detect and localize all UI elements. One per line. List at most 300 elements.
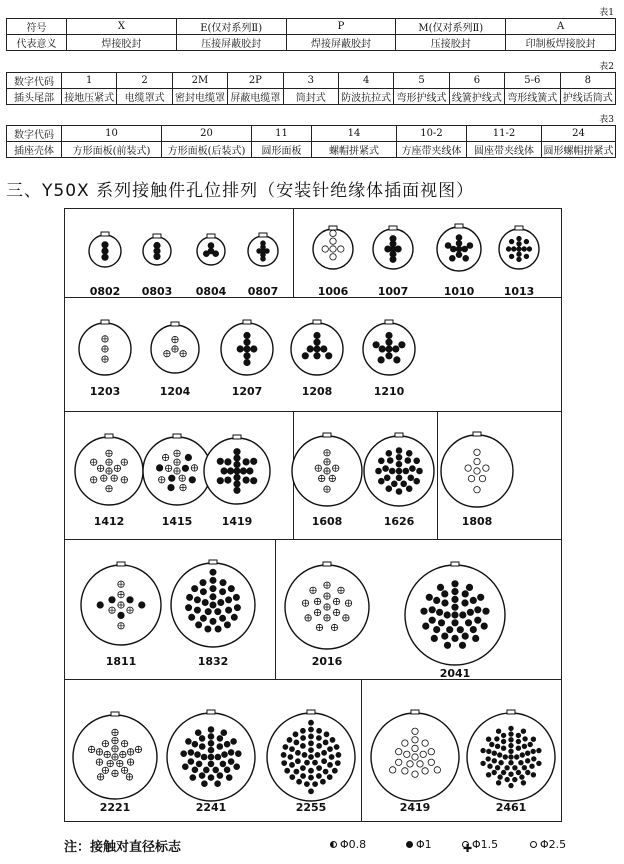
table-cell: 5 — [394, 73, 449, 89]
legend-label: Φ1.5 — [472, 838, 499, 851]
contact-pin — [501, 733, 506, 738]
contact-pin — [379, 346, 385, 352]
contact-pin — [194, 597, 200, 603]
contact-pin — [203, 767, 209, 773]
contact-pin — [516, 746, 521, 751]
contact-pin — [190, 775, 196, 781]
contact-pin — [302, 353, 308, 359]
crossed-circle-icon: ✚ — [463, 842, 473, 855]
contact-pin — [486, 773, 491, 778]
contact-pin — [201, 754, 207, 760]
layout-code: 1808 — [461, 515, 493, 528]
contact-pin — [294, 740, 299, 745]
contact-pin — [525, 759, 530, 764]
contact-pin — [509, 239, 514, 244]
contact-pin — [520, 775, 525, 780]
contact-pin — [396, 454, 402, 460]
contact-layout-grid — [64, 208, 562, 822]
contact-pin — [522, 744, 527, 749]
contact-pin — [462, 633, 468, 639]
contact-pin — [396, 489, 402, 495]
legend-label: Φ2.5 — [540, 838, 567, 851]
contact-pin — [492, 759, 497, 764]
contact-pin — [222, 752, 228, 758]
legend-item — [406, 838, 432, 851]
table-cell: 筒封式 — [283, 89, 338, 105]
contact-pin — [217, 478, 223, 484]
table-row — [7, 73, 616, 89]
contact-pin — [457, 627, 463, 633]
contact-pin — [412, 771, 418, 777]
contact-pin — [434, 767, 440, 773]
layout-code: 1208 — [301, 385, 333, 398]
contact-pin — [501, 739, 506, 744]
contact-pin — [408, 475, 414, 481]
contact-pin — [210, 594, 216, 600]
contact-pin — [225, 459, 231, 465]
contact-pin — [429, 607, 435, 613]
table-cell: 5-6 — [505, 73, 560, 89]
contact-pin — [509, 726, 514, 731]
contact-pin — [224, 767, 230, 773]
contact-pin — [244, 359, 250, 365]
connector-face — [81, 562, 161, 645]
contact-pin — [334, 745, 339, 750]
contact-pin — [200, 580, 206, 586]
contact-pin — [527, 247, 532, 252]
contact-pin — [495, 737, 500, 742]
table-row — [7, 35, 616, 51]
contact-pin — [243, 459, 249, 465]
table-cell: 弯形护线式 — [394, 89, 449, 105]
connector-face — [441, 432, 513, 507]
contact-pin — [231, 739, 237, 745]
contact-pin — [434, 626, 440, 632]
contact-pin — [228, 759, 234, 765]
contact-pin — [417, 761, 423, 767]
contact-pin — [532, 757, 537, 762]
legend-item — [330, 838, 366, 851]
legend-item — [530, 838, 566, 851]
contact-pin — [185, 454, 191, 460]
table-cell: 方座带夹线体 — [397, 142, 467, 158]
table-cell: 3 — [283, 73, 338, 89]
contact-pin — [422, 768, 428, 774]
contact-pin — [338, 246, 344, 252]
connector-face — [89, 232, 121, 267]
contact-pin — [329, 755, 334, 760]
contact-pin — [322, 246, 328, 252]
symbol-table — [6, 18, 616, 51]
legend-label: Φ0.8 — [340, 838, 367, 851]
contact-pin — [283, 745, 288, 750]
contact-pin — [220, 761, 226, 767]
contact-pin — [309, 768, 314, 773]
contact-pin — [410, 466, 416, 472]
contact-pin — [208, 243, 214, 249]
contact-pin — [509, 760, 514, 765]
contact-pin — [499, 760, 504, 765]
contact-pin — [396, 759, 402, 765]
contact-pin — [188, 750, 194, 756]
contact-pin — [208, 775, 214, 781]
contact-pin — [383, 466, 389, 472]
diameter-note: 注：接触对直径标志 — [64, 840, 182, 855]
contact-pin — [228, 750, 234, 756]
contact-pin — [444, 642, 450, 648]
contact-pin — [189, 477, 195, 483]
contact-pin — [422, 740, 428, 746]
contact-pin — [373, 342, 379, 348]
contact-pin — [221, 468, 227, 474]
contact-pin — [399, 342, 405, 348]
layout-code: 1832 — [197, 655, 229, 668]
contact-pin — [474, 487, 480, 493]
contact-pin — [210, 618, 216, 624]
contact-pin — [414, 458, 420, 464]
connector-face — [73, 712, 157, 799]
contact-pin — [391, 481, 397, 487]
contact-pin — [531, 773, 536, 778]
contact-pin — [186, 605, 192, 611]
contact-pin — [523, 737, 528, 742]
connector-face — [79, 320, 131, 375]
contact-pin — [509, 254, 514, 259]
contact-pin — [320, 779, 325, 784]
contact-pin — [186, 739, 192, 745]
contact-pin — [213, 767, 219, 773]
contact-pin — [390, 767, 396, 773]
table-cell: 11 — [252, 126, 312, 142]
contact-pin — [468, 475, 474, 481]
contact-pin — [396, 468, 402, 474]
contact-pin — [516, 739, 521, 744]
contact-pin — [531, 737, 536, 742]
contact-pin — [251, 346, 257, 352]
table-cell: 11-2 — [467, 126, 542, 142]
contact-pin — [189, 614, 195, 620]
contact-pin — [309, 741, 314, 746]
contact-pin — [234, 461, 240, 467]
contact-pin — [210, 586, 216, 592]
contact-pin — [517, 257, 522, 262]
contact-pin — [414, 478, 420, 484]
contact-pin — [479, 475, 485, 481]
contact-pin — [417, 468, 423, 474]
table-cell: 电缆罩式 — [117, 89, 172, 105]
table-cell: 防波抗拉式 — [338, 89, 393, 105]
contact-pin — [406, 486, 412, 492]
table-cell: 方形面板(前装式) — [62, 142, 162, 158]
contact-pin — [429, 617, 435, 623]
table-cell: 圆形面板 — [252, 142, 312, 158]
contact-pin — [326, 353, 332, 359]
contact-pin — [463, 255, 469, 261]
contact-pin — [221, 730, 227, 736]
layout-code: 1210 — [373, 385, 405, 398]
filled-circle-icon — [406, 841, 413, 848]
contact-pin — [317, 743, 322, 748]
contact-pin — [492, 770, 497, 775]
contact-pin — [234, 474, 240, 480]
contact-pin — [243, 477, 249, 483]
contact-pin — [330, 737, 335, 742]
connector-face — [197, 234, 225, 265]
contact-pin — [215, 781, 221, 787]
table-row — [7, 126, 616, 142]
contact-pin — [474, 468, 480, 474]
contact-pin — [240, 468, 246, 474]
contact-pin — [323, 769, 328, 774]
contact-pin — [498, 775, 503, 780]
table-cell: 插头尾部 — [7, 89, 62, 105]
contact-pin — [386, 353, 392, 359]
contact-pin — [512, 247, 517, 252]
table-cell: 数字代码 — [7, 73, 62, 89]
layout-code: 2241 — [195, 801, 227, 814]
table-cell: E(仅对系列Ⅱ) — [176, 19, 286, 35]
table-2-label: 表2 — [599, 62, 614, 72]
contact-pin — [405, 458, 411, 464]
contact-pin — [226, 607, 232, 613]
contact-pin — [304, 782, 309, 787]
table-cell: P — [286, 19, 396, 35]
connector-face — [363, 320, 415, 375]
contact-pin — [168, 484, 174, 490]
table-cell: 6 — [449, 73, 504, 89]
contact-pin — [257, 249, 262, 254]
contact-pin — [524, 254, 529, 259]
contact-pin — [309, 775, 314, 780]
table-cell: X — [67, 19, 177, 35]
contact-pin — [516, 770, 521, 775]
contact-pin — [314, 353, 320, 359]
contact-pin — [521, 781, 526, 786]
connector-face — [373, 226, 413, 269]
contact-pin — [210, 577, 216, 583]
contact-pin — [407, 761, 413, 767]
contact-pin — [328, 747, 333, 752]
contact-pin — [449, 255, 455, 261]
contact-pin — [452, 581, 458, 587]
table-cell: 圆形螺帽拼紧式 — [542, 142, 616, 158]
contact-pin — [215, 754, 221, 760]
contact-pin — [395, 246, 401, 252]
contact-pin — [314, 346, 320, 352]
layout-code: 1203 — [89, 385, 121, 398]
table-cell: 10-2 — [397, 126, 467, 142]
contact-pin — [530, 764, 535, 769]
contact-pin — [226, 775, 232, 781]
contact-pin — [293, 732, 298, 737]
table-3-label: 表3 — [599, 115, 614, 125]
contact-pin — [428, 749, 434, 755]
contact-pin — [509, 743, 514, 748]
layout-code: 1007 — [377, 285, 409, 298]
contact-pin — [509, 783, 514, 788]
contact-pin — [520, 753, 525, 758]
contact-pin — [509, 749, 514, 754]
contact-pin — [396, 448, 402, 454]
contact-pin — [244, 339, 250, 345]
contact-pin — [462, 591, 468, 597]
contact-pin — [428, 759, 434, 765]
table-cell: 压接屏蔽胶封 — [176, 35, 286, 51]
connector-face — [248, 233, 278, 266]
table-cell: 1 — [62, 73, 117, 89]
contact-pin — [330, 238, 336, 244]
contact-pin — [244, 346, 250, 352]
connector-face — [167, 710, 255, 801]
layout-code: 1010 — [443, 285, 475, 298]
layout-code: 1013 — [503, 285, 535, 298]
contact-pin — [317, 766, 322, 771]
connector-face — [313, 226, 353, 269]
contact-pin — [396, 749, 402, 755]
contact-pin — [102, 248, 108, 254]
contact-pin — [456, 246, 462, 252]
contact-pin — [195, 730, 201, 736]
contact-pin — [393, 346, 399, 352]
contact-pin — [203, 251, 209, 257]
contact-pin — [199, 736, 205, 742]
contact-pin — [102, 254, 108, 260]
contact-pin — [309, 748, 314, 753]
contact-pin — [335, 761, 340, 766]
contact-pin — [406, 450, 412, 456]
contact-pin — [531, 749, 536, 754]
contact-pin — [521, 729, 526, 734]
contact-pin — [452, 588, 458, 594]
contact-pin — [460, 612, 466, 618]
contact-pin — [336, 752, 341, 757]
contact-pin — [208, 761, 214, 767]
contact-pin — [317, 728, 322, 733]
half-filled-circle-icon — [330, 841, 337, 848]
connector-face — [267, 710, 355, 801]
contact-pin — [244, 353, 250, 359]
table-cell: 数字代码 — [7, 126, 62, 142]
receptacle-code-table — [6, 125, 616, 158]
contact-pin — [495, 744, 500, 749]
table-cell: M(仅对系列Ⅱ) — [396, 19, 506, 35]
contact-pin — [234, 449, 240, 455]
contact-pin — [234, 468, 240, 474]
contact-pin — [195, 752, 201, 758]
legend-item — [462, 838, 499, 855]
contact-pin — [402, 740, 408, 746]
contact-pin — [251, 458, 257, 464]
contact-pin — [309, 720, 314, 725]
layout-code: 1608 — [311, 515, 343, 528]
connector-face — [291, 320, 343, 375]
contact-pin — [231, 614, 237, 620]
connector-face — [285, 562, 369, 649]
contact-pin — [444, 612, 450, 618]
contact-pin — [234, 605, 240, 611]
contact-pin — [452, 596, 458, 602]
contact-pin — [376, 468, 382, 474]
contact-pin — [288, 755, 293, 760]
layout-code: 0802 — [89, 285, 121, 298]
table-cell: 2 — [117, 73, 172, 89]
open-circle-icon — [530, 841, 537, 848]
contact-pin — [210, 602, 216, 608]
contact-pin — [456, 252, 462, 258]
connector-face — [292, 433, 362, 506]
contact-pin — [537, 748, 542, 753]
connector-face — [171, 560, 255, 647]
contact-pin — [488, 764, 493, 769]
connector-face — [371, 710, 459, 801]
contact-pin — [215, 626, 221, 632]
contact-pin — [517, 242, 522, 247]
contact-pin — [509, 772, 514, 777]
contact-pin — [327, 775, 332, 780]
contact-pin — [486, 757, 491, 762]
contact-pin — [208, 740, 214, 746]
connector-face — [221, 320, 273, 375]
layout-code: 2419 — [399, 801, 431, 814]
contact-pin — [295, 750, 300, 755]
layout-code: 0803 — [141, 285, 173, 298]
contact-pin — [386, 346, 392, 352]
contact-pin — [385, 246, 391, 252]
contact-pin — [285, 768, 290, 773]
contact-pin — [323, 740, 328, 745]
contact-pin — [492, 751, 497, 756]
contact-pin — [447, 627, 453, 633]
layout-code: 2461 — [495, 801, 527, 814]
table-cell: 护线话筒式 — [560, 89, 615, 105]
contact-pin — [519, 760, 524, 765]
contact-pin — [378, 458, 384, 464]
contact-pin — [509, 732, 514, 737]
contact-pin — [217, 458, 223, 464]
table-cell: 符号 — [7, 19, 67, 35]
contact-pin — [481, 623, 487, 629]
contact-pin — [462, 600, 468, 606]
contact-pin — [386, 486, 392, 492]
contact-pin — [452, 620, 458, 626]
contact-pin — [475, 607, 481, 613]
contact-pin — [473, 635, 479, 641]
contact-pin — [462, 246, 468, 252]
contact-pin — [378, 357, 384, 363]
contact-pin — [295, 759, 300, 764]
connector-face — [143, 434, 211, 505]
table-cell: 焊接屏蔽胶封 — [286, 35, 396, 51]
contact-pin — [196, 761, 202, 767]
contact-pin — [478, 594, 484, 600]
contact-pin — [309, 789, 314, 794]
contact-pin — [522, 765, 527, 770]
contact-pin — [505, 766, 510, 771]
contact-pin — [181, 751, 187, 757]
contact-pin — [509, 755, 514, 760]
table-cell: 2M — [172, 73, 227, 89]
contact-pin — [316, 774, 321, 779]
section-title: 三、Y50X 系列接触件孔位排列（安装针绝缘体插面视图） — [6, 181, 475, 201]
contact-pin — [300, 743, 305, 748]
contact-pin — [459, 642, 465, 648]
table-row — [7, 19, 616, 35]
contact-pin — [470, 626, 476, 632]
contact-pin — [265, 249, 270, 254]
contact-pin — [199, 773, 205, 779]
contact-pin — [102, 242, 108, 248]
table-cell: A — [506, 19, 616, 35]
